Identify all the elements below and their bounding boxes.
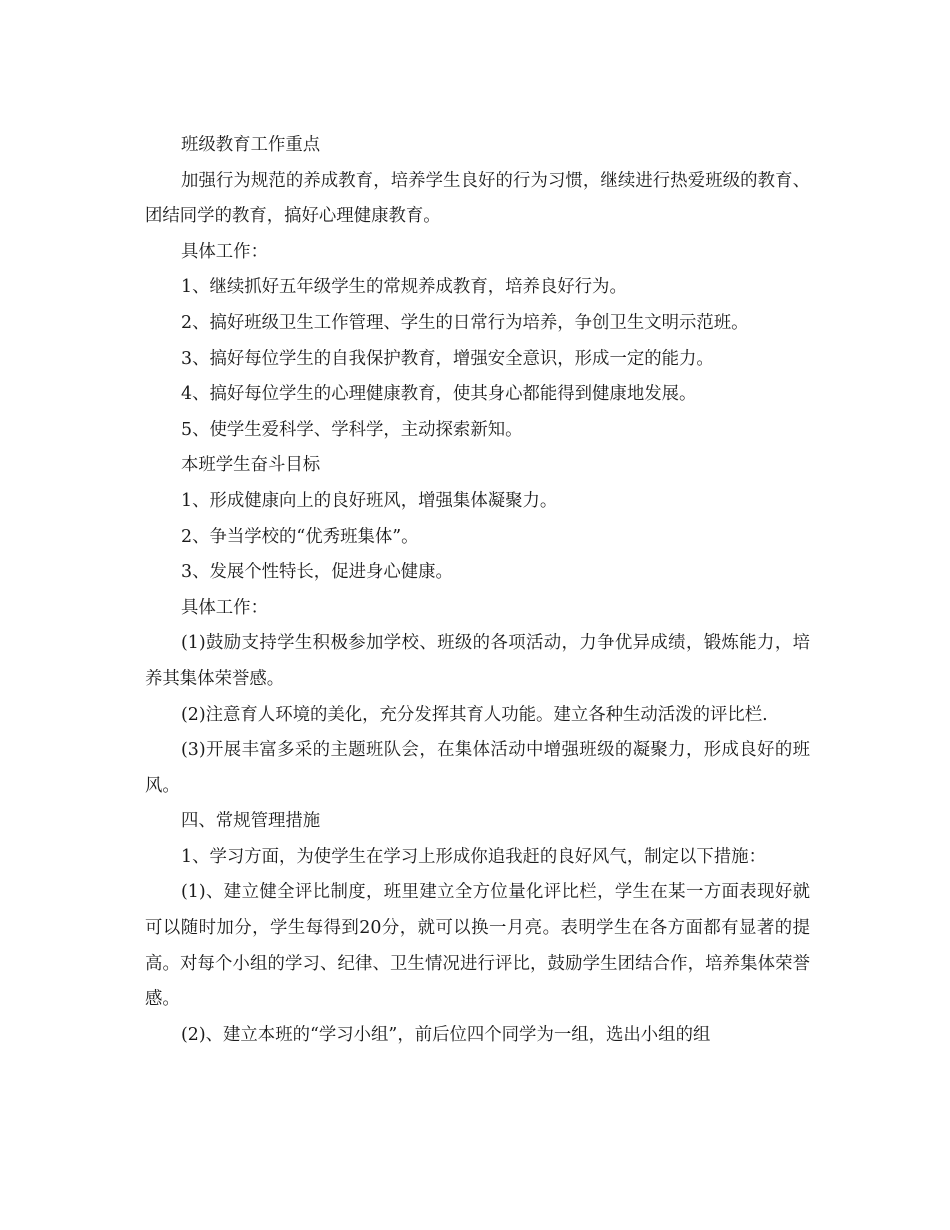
paragraph: 加强行为规范的养成教育，培养学生良好的行为习惯，继续进行热爱班级的教育、团结同学的教育，搞好心理健康教育。 [145, 170, 810, 227]
list-item: 1、形成健康向上的良好班风，增强集体凝聚力。 [181, 490, 558, 511]
list-item: 1、学习方面，为使学生在学习上形成你追我赶的良好风气，制定以下措施： [181, 846, 766, 867]
section-heading-class-goals: 本班学生奋斗目标 [181, 455, 321, 476]
list-item: (2)注意育人环境的美化，充分发挥其育人功能。建立各种生动活泼的评比栏. [181, 704, 768, 725]
list-item: (3)开展丰富多采的主题班队会，在集体活动中增强班级的凝聚力，形成良好的班风。 [145, 740, 810, 796]
list-item: (1)鼓励支持学生积极参加学校、班级的各项活动，力争优异成绩，锻炼能力，培养其集体荣誉感。 [145, 633, 810, 689]
list-item: 2、搞好班级卫生工作管理、学生的日常行为培养，争创卫生文明示范班。 [181, 312, 749, 333]
list-item: 2、争当学校的“优秀班集体”。 [181, 526, 419, 547]
section-heading-routine-management: 四、常规管理措施 [181, 811, 321, 832]
subheading-specific-work: 具体工作： [181, 597, 268, 618]
list-item: 4、搞好每位学生的心理健康教育，使其身心都能得到健康地发展。 [181, 384, 697, 405]
list-item: 3、搞好每位学生的自我保护教育，增强安全意识，形成一定的能力。 [181, 348, 714, 369]
list-item: 1、继续抓好五年级学生的常规养成教育，培养良好行为。 [181, 277, 627, 298]
list-item: 3、发展个性特长，促进身心健康。 [181, 562, 453, 583]
subheading-specific-work: 具体工作： [181, 241, 268, 262]
list-item: (2)、建立本班的“学习小组”，前后位四个同学为一组，选出小组的组 [181, 1024, 711, 1045]
list-item: (1)、建立健全评比制度，班里建立全方位量化评比栏，学生在某一方面表现好就可以随时加分，学生每得到20分，就可以换一月亮。表明学生在各方面都有显著的提高。对每个小组的学习、纪律、卫生情况进行评比，鼓励学生团结合作，培养集体荣誉感。 [145, 882, 810, 1010]
list-item: 5、使学生爱科学、学科学，主动探索新知。 [181, 419, 523, 440]
document-body [145, 128, 810, 1053]
section-heading-class-education: 班级教育工作重点 [181, 135, 321, 155]
